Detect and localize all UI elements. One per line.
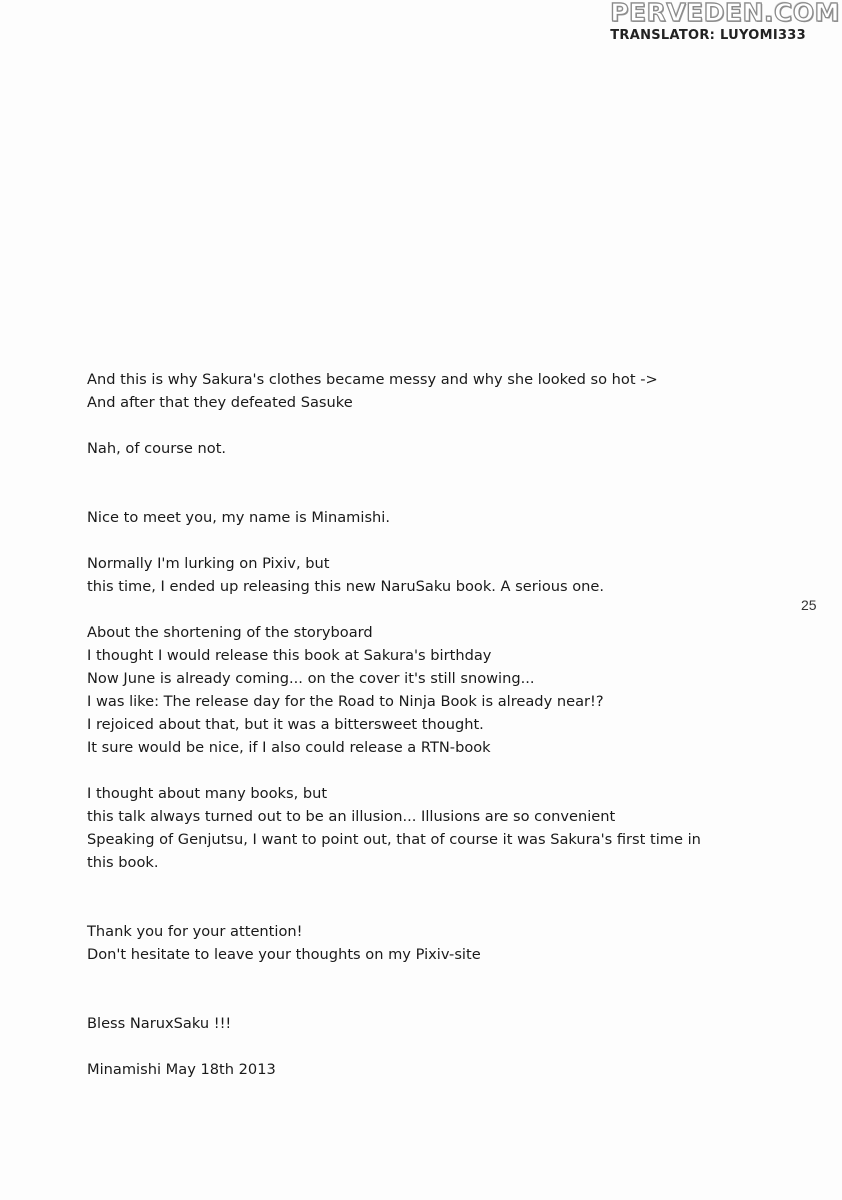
translator-credit: TRANSLATOR: LUYOMI333: [610, 28, 806, 43]
text-line: Now June is already coming... on the cover it's still snowing...: [87, 670, 535, 687]
text-line: Nah, of course not.: [87, 440, 227, 457]
text-line: And this is why Sakura's clothes became messy and why she looked so hot ->: [87, 371, 658, 388]
text-line: Bless NaruxSaku !!!: [87, 1015, 232, 1032]
text-line: I was like: The release day for the Road to Ninja Book is already near!?: [87, 693, 604, 710]
text-line: Normally I'm lurking on Pixiv, but: [87, 555, 330, 572]
text-line: this time, I ended up releasing this new NaruSaku book. A serious one.: [87, 578, 605, 595]
text-line: And after that they defeated Sasuke: [87, 394, 353, 411]
text-line: this talk always turned out to be an illusion... Illusions are so convenient: [87, 808, 616, 825]
page-number: 25: [801, 597, 817, 613]
text-line: About the shortening of the storyboard: [87, 624, 373, 641]
text-line: It sure would be nice, if I also could release a RTN-book: [87, 739, 491, 756]
text-line: Thank you for your attention!: [87, 923, 303, 940]
text-line: Speaking of Genjutsu, I want to point out, that of course it was Sakura's first time in: [87, 831, 701, 848]
text-line: this book.: [87, 854, 159, 871]
text-line: I thought about many books, but: [87, 785, 328, 802]
afterword-text: [87, 368, 767, 1081]
text-line: Nice to meet you, my name is Minamishi.: [87, 509, 390, 526]
text-line: Minamishi May 18th 2013: [87, 1061, 276, 1078]
site-watermark-logo: PERVEDEN.COM: [610, 0, 840, 27]
text-line: I rejoiced about that, but it was a bittersweet thought.: [87, 716, 484, 733]
text-line: I thought I would release this book at Sakura's birthday: [87, 647, 492, 664]
text-line: Don't hesitate to leave your thoughts on my Pixiv-site: [87, 946, 481, 963]
